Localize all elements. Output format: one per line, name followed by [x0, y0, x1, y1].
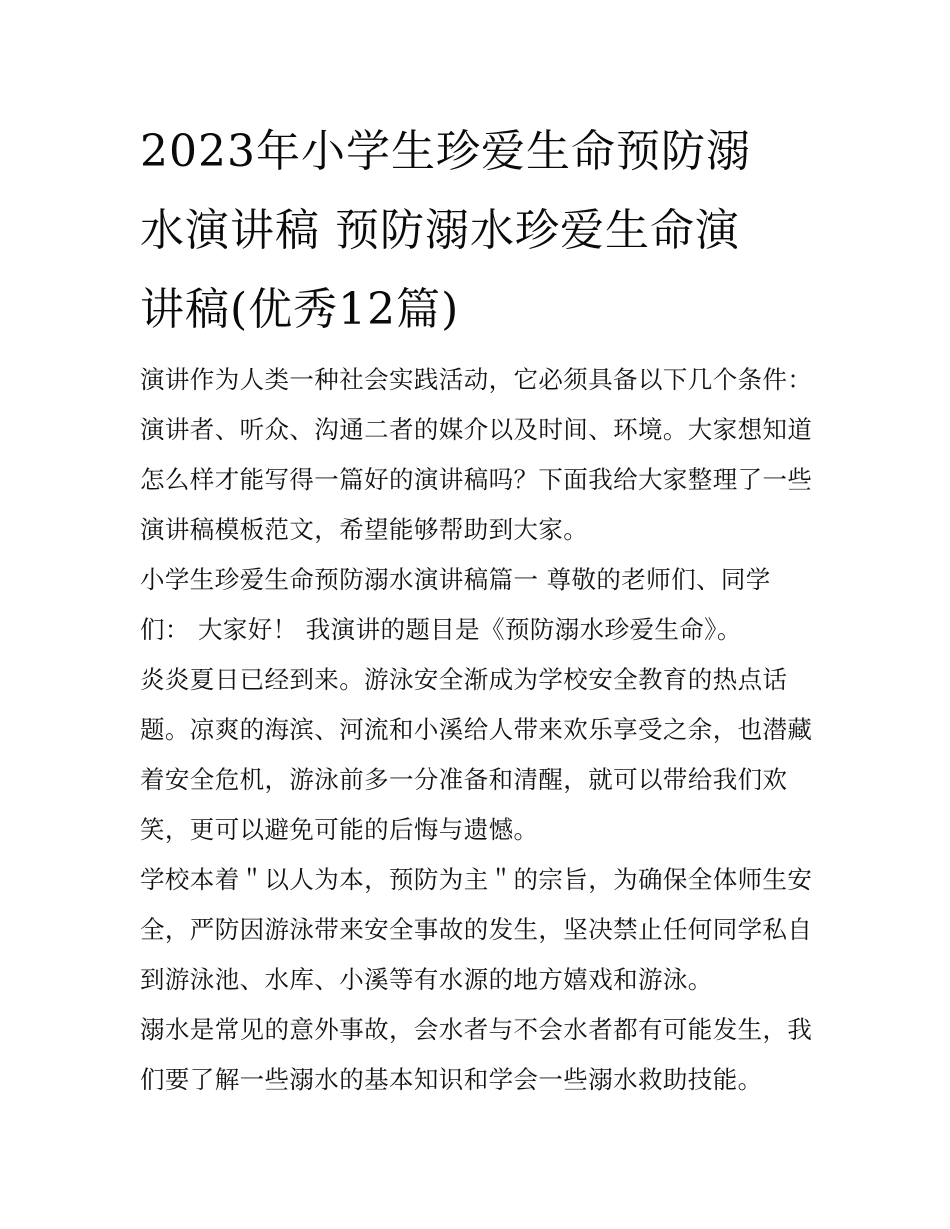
document-body: [140, 355, 812, 1105]
intro-paragraph: [140, 355, 812, 555]
text-line: 题。凉爽的海滨、河流和小溪给人带来欢乐享受之余，也潜藏: [140, 715, 813, 744]
text-line: 们要了解一些溺水的基本知识和学会一些溺水救助技能。: [140, 1065, 763, 1094]
school-policy-paragraph: [140, 855, 812, 1005]
title-line: 水演讲稿 预防溺水珍爱生命演: [140, 205, 740, 256]
text-line: 笑，更可以避免可能的后悔与遗憾。: [140, 815, 539, 844]
text-line: 到游泳池、水库、小溪等有水源的地方嬉戏和游泳。: [140, 965, 713, 994]
text-line: 着安全危机，游泳前多一分准备和清醒，就可以带给我们欢: [140, 765, 788, 794]
text-line: 演讲者、听众、沟通二者的媒介以及时间、环境。大家想知道: [140, 415, 813, 444]
summer-paragraph: [140, 655, 812, 855]
text-line: 怎么样才能写得一篇好的演讲稿吗？下面我给大家整理了一些: [140, 465, 813, 494]
title-line: 讲稿(优秀12篇): [140, 284, 460, 335]
speech-heading-paragraph: [140, 555, 812, 655]
text-line: 炎炎夏日已经到来。游泳安全渐成为学校安全教育的热点话: [140, 665, 788, 694]
text-line: 全，严防因游泳带来安全事故的发生，坚决禁止任何同学私自: [140, 915, 813, 944]
drowning-knowledge-paragraph: [140, 1005, 812, 1105]
text-line: 溺水是常见的意外事故，会水者与不会水者都有可能发生，我: [140, 1015, 813, 1044]
text-line: 们： 大家好！ 我演讲的题目是《预防溺水珍爱生命》。: [140, 615, 742, 644]
text-line: 小学生珍爱生命预防溺水演讲稿篇一 尊敬的老师们、同学: [140, 565, 771, 594]
document-title: [140, 112, 812, 349]
document-page: [140, 112, 812, 1105]
text-line: 演讲作为人类一种社会实践活动，它必须具备以下几个条件：: [140, 365, 813, 394]
title-line: 2023年小学生珍爱生命预防溺: [140, 126, 751, 177]
text-line: 演讲稿模板范文，希望能够帮助到大家。: [140, 515, 589, 544]
text-line: 学校本着＂以人为本，预防为主＂的宗旨，为确保全体师生安: [140, 865, 813, 894]
